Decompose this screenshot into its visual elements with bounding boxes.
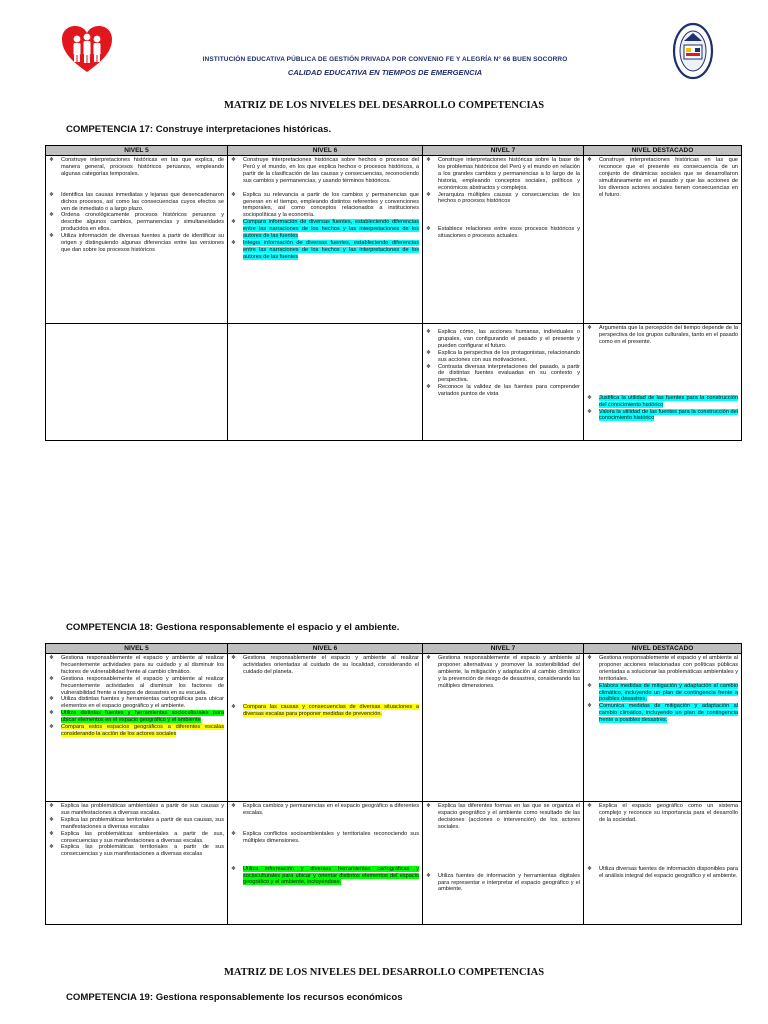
- competencia-title: COMPETENCIA 18: Gestiona responsablemente el espacio y el ambiente.: [66, 622, 400, 633]
- descriptor-item: [587, 395, 738, 409]
- competencia-matrix: [45, 643, 742, 925]
- column-header: NIVEL 7: [423, 146, 584, 156]
- descriptor-text: Explica las problemáticas territoriales a partir de sus consecuencias y sus manifestaciones a diversas escalas: [61, 844, 224, 858]
- column-header: NIVEL 7: [423, 644, 584, 654]
- descriptor-item: [231, 655, 419, 676]
- descriptor-item: [587, 803, 738, 824]
- doc-title: MATRIZ DE LOS NIVELES DEL DESARROLLO COMPETENCIAS: [223, 967, 545, 978]
- descriptor-item: [587, 325, 738, 346]
- descriptor-item: [587, 157, 738, 198]
- descriptor-text: Construye interpretaciones históricas sobre hechos o procesos del Perú y el mundo, en los que explica hechos o procesos históricos, a partir de la clasificación de las causas y consecuencias, reconociendo sus cambios y permanencias, y usando términos históricos.: [243, 157, 419, 184]
- descriptor-text: Valora la utilidad de las fuentes para la construcción del conocimiento histórico: [599, 408, 738, 422]
- descriptor-item: [49, 724, 224, 738]
- matrix-cell: [228, 802, 423, 925]
- descriptor-item: [49, 831, 224, 845]
- institution-name: INSTITUCIÓN EDUCATIVA PÚBLICA DE GESTIÓN PRIVADA POR CONVENIO FE Y ALEGRÍA N° 66 BUEN SOCORRO: [202, 56, 568, 63]
- matrix-cell: [46, 802, 228, 925]
- descriptor-text: Explica el espacio geográfico como un sistema complejo y reconoce su importancia para el desarrollo de la sociedad.: [599, 803, 738, 823]
- descriptor-text: Utiliza fuentes de información y herramientas digitales para representar e interpretar el espacio geográfico y el ambiente.: [438, 872, 580, 893]
- school-seal-logo: [672, 22, 714, 80]
- column-header: NIVEL 6: [228, 644, 423, 654]
- descriptor-item: [231, 803, 419, 817]
- descriptor-item: [587, 703, 738, 724]
- table-row: [46, 324, 742, 441]
- matrix-cell: [423, 802, 584, 925]
- matrix-cell: [46, 156, 228, 324]
- descriptor-text: Reconoce la validez de las fuentes para comprender variados puntos de vista: [438, 384, 580, 398]
- descriptor-item: [426, 157, 580, 192]
- competencia-matrix: [45, 145, 742, 441]
- descriptor-item: [587, 655, 738, 683]
- descriptor-item: [587, 683, 738, 704]
- descriptor-text: Integra información de diversas fuentes, estableciendo diferencias entre las narraciones de los hechos y las interpretaciones de los autores de las fuentes: [243, 239, 419, 260]
- table-row: [46, 654, 742, 802]
- descriptor-item: [231, 240, 419, 261]
- descriptor-text: Explica cambios y permanencias en el espacio geográfico a diferentes escalas.: [243, 803, 419, 816]
- matrix-cell: [423, 156, 584, 324]
- matrix-cell: [228, 324, 423, 441]
- descriptor-text: Construye interpretaciones históricas sobre la base de los problemas históricos del Perú y el mundo en relación a los grandes cambios y permanencias a lo largo de la historia, empleando conceptos sociales, políticos y económicos abstractos y complejos.: [438, 157, 580, 191]
- column-header: NIVEL DESTACADO: [584, 146, 742, 156]
- matrix-cell: [46, 324, 228, 441]
- descriptor-item: [231, 866, 419, 887]
- descriptor-item: [49, 233, 224, 254]
- descriptor-item: [426, 803, 580, 831]
- descriptor-text: Explica la perspectiva de los protagonistas, relacionando sus acciones con sus motivaciones.: [438, 349, 580, 363]
- descriptor-item: [49, 817, 224, 831]
- table-row: [46, 156, 742, 324]
- descriptor-text: Utiliza distintas fuentes y herramientas socioculturales para ubicar elementos en el espacio geográfico y el ambiente: [61, 710, 224, 724]
- descriptor-item: [231, 831, 419, 845]
- descriptor-text: Jerarquiza múltiples causas y consecuencias de los hechos o procesos históricos: [438, 191, 580, 205]
- matrix-cell: [423, 654, 584, 802]
- descriptor-item: [231, 157, 419, 185]
- column-header: NIVEL DESTACADO: [584, 644, 742, 654]
- column-header: NIVEL 5: [46, 146, 228, 156]
- descriptor-text: Identifica las causas inmediatas y lejanas que desencadenaron dichos procesos, así como las consecuencias cuyos efectos se ven de inmediato o a largo plazo.: [61, 191, 224, 212]
- descriptor-item: [587, 866, 738, 880]
- descriptor-text: Explica conflictos socioambientales y territoriales reconociendo sus múltiples dimensiones.: [243, 830, 419, 844]
- descriptor-item: [49, 676, 224, 697]
- descriptor-item: [49, 844, 224, 858]
- matrix-cell: [423, 324, 584, 441]
- descriptor-item: [426, 655, 580, 690]
- institution-subtitle: CALIDAD EDUCATIVA EN TIEMPOS DE EMERGENCIA: [287, 68, 483, 77]
- descriptor-text: Compara información de diversas fuentes, estableciendo diferencias entre las narraciones de los hechos y las interpretaciones de los autores de las fuentes: [243, 219, 419, 240]
- descriptor-item: [231, 219, 419, 240]
- descriptor-item: [426, 873, 580, 894]
- fe-y-alegria-heart-logo: [60, 24, 114, 74]
- matrix-cell: [584, 654, 742, 802]
- descriptor-item: [426, 364, 580, 385]
- descriptor-text: Utiliza diversas fuentes de información disponibles para el análisis integral del espacio geográfico y el ambiente.: [599, 865, 738, 879]
- doc-title: MATRIZ DE LOS NIVELES DEL DESARROLLO COMPETENCIAS: [223, 100, 545, 111]
- descriptor-text: Gestiona responsablemente el espacio y ambiente al proponer alternativas y promover la sostenibilidad del ambiente, la mitigación y adaptación al cambio climático y la prevención de riesgo de desastres, considerando las múltiples dimensiones.: [438, 655, 580, 689]
- table-row: [46, 802, 742, 925]
- descriptor-text: Compara las causas y consecuencias de diversas situaciones a diversas escalas para proponer medidas de prevención.: [243, 703, 419, 717]
- column-header: NIVEL 6: [228, 146, 423, 156]
- descriptor-item: [426, 192, 580, 206]
- descriptor-item: [49, 696, 224, 710]
- matrix-cell: [584, 324, 742, 441]
- competencia-title: COMPETENCIA 17: Construye interpretaciones históricas.: [66, 124, 332, 135]
- descriptor-text: Compara estos espacios geográficos a diferentes escalas considerando la acción de los actores sociales: [61, 724, 224, 737]
- descriptor-text: Construye interpretaciones históricas en las que explica, de manera general, procesos históricos peruanos, empleando algunas categorías temporales.: [61, 157, 224, 177]
- descriptor-text: Justifica la utilidad de las fuentes para la construcción del conocimiento histórico: [599, 394, 738, 408]
- descriptor-text: Gestiona responsablemente el espacio y ambiente al realizar frecuentemente actividades al disminuir los factores de vulnerabilidad frente a riesgos de desastres en su escuela.: [61, 675, 224, 696]
- descriptor-text: Construye interpretaciones históricas en las que reconoce que el presente es consecuencia de un conjunto de dinámicas sociales que se desarrollaron simultáneamente en el pasado y que las acciones de los diversos actores sociales tienen consecuencias en el futuro.: [599, 157, 738, 198]
- descriptor-item: [426, 226, 580, 240]
- descriptor-item: [49, 157, 224, 178]
- descriptor-item: [426, 350, 580, 364]
- column-header: NIVEL 5: [46, 644, 228, 654]
- matrix-cell: [584, 156, 742, 324]
- descriptor-text: Explica su relevancia a partir de los cambios y permanencias que generan en el tiempo, empleando distintos referentes y convenciones temporales, así como conceptos relacionados a instituciones sociopolíticas y la economía.: [243, 191, 419, 219]
- descriptor-text: Explica las problemáticas ambientales a partir de sus, consecuencias y sus manifestaciones a diversas escalas.: [61, 830, 224, 844]
- descriptor-text: Explica las problemáticas territoriales a partir de sus causas, sus manifestaciones a diversas escalas: [61, 816, 224, 830]
- descriptor-text: Utiliza información de diversas fuentes a partir de identificar su origen y distinguiendo algunas diferencias entre las versiones que dan sobre los procesos históricos: [61, 233, 224, 253]
- descriptor-text: Utiliza distintas fuentes y herramientas cartográficas para ubicar elementos en el espacio geográfico y el ambiente.: [61, 696, 224, 710]
- descriptor-text: Ordena cronológicamente procesos históricos peruanos y describe algunos cambios, permanencias y simultaneidades producidos en ellos.: [61, 212, 224, 233]
- descriptor-text: Utiliza información y diversas herramientas cartográficas y socioculturales para ubicar y orientar distintos elementos del espacio geográfico y el ambiente, incluyéndose.: [243, 865, 419, 886]
- descriptor-item: [231, 192, 419, 220]
- matrix-cell: [228, 654, 423, 802]
- descriptor-text: Explica cómo, las acciones humanas, individuales o grupales, van configurando el pasado y el presente y pueden configurar el futuro.: [438, 329, 580, 349]
- descriptor-text: Gestiona responsablemente el espacio y ambiente al realizar actividades orientadas al cuidado de su localidad, considerando el cuidado del planeta.: [243, 655, 419, 675]
- matrix-cell: [584, 802, 742, 925]
- descriptor-text: Gestiona responsablemente el espacio y ambiente al realizar frecuentemente actividades para su cuidado y al disminuir los factores de vulnerabilidad frente al cambio climático.: [61, 655, 224, 675]
- descriptor-item: [426, 384, 580, 398]
- descriptor-item: [587, 409, 738, 423]
- descriptor-text: Gestiona responsablemente el espacio y el ambiente al proponer acciones relacionadas con políticas públicas orientadas a solucionar las problemáticas ambientales y territoriales.: [599, 655, 738, 682]
- descriptor-item: [231, 704, 419, 718]
- matrix-cell: [228, 156, 423, 324]
- descriptor-item: [49, 212, 224, 233]
- descriptor-text: Argumenta que la percepción del tiempo depende de la perspectiva de los grupos culturales, tanto en el pasado como en el presente.: [599, 325, 738, 345]
- descriptor-text: Contrasta diversas interpretaciones del pasado, a partir de distintas fuentes evaluadas en su contexto y perspectiva.: [438, 363, 580, 384]
- matrix-cell: [46, 654, 228, 802]
- descriptor-item: [426, 329, 580, 350]
- descriptor-item: [49, 192, 224, 213]
- descriptor-text: Establece relaciones entre esos procesos históricos y situaciones o procesos actuales.: [438, 226, 580, 240]
- descriptor-item: [49, 655, 224, 676]
- descriptor-text: Elabora medidas de mitigación y adaptación al cambio climático, incluyendo un plan de contingencia frente a posibles desastres.: [599, 682, 738, 703]
- descriptor-item: [49, 710, 224, 724]
- competencia-title: COMPETENCIA 19: Gestiona responsablemente los recursos económicos: [66, 992, 403, 1003]
- descriptor-text: Comunica medidas de mitigación y adaptación al cambio climático, incluyendo un plan de contingencia frente a posibles desastres.: [599, 703, 738, 724]
- descriptor-text: Explica las diferentes formas en las que se organiza el espacio geográfico y el ambiente como resultado de las decisiones (acciones o intervención) de los actores sociales.: [438, 803, 580, 830]
- descriptor-text: Explica las problemáticas ambientales a partir de sus causas y sus manifestaciones a diversas escalas.: [61, 803, 224, 816]
- descriptor-item: [49, 803, 224, 817]
